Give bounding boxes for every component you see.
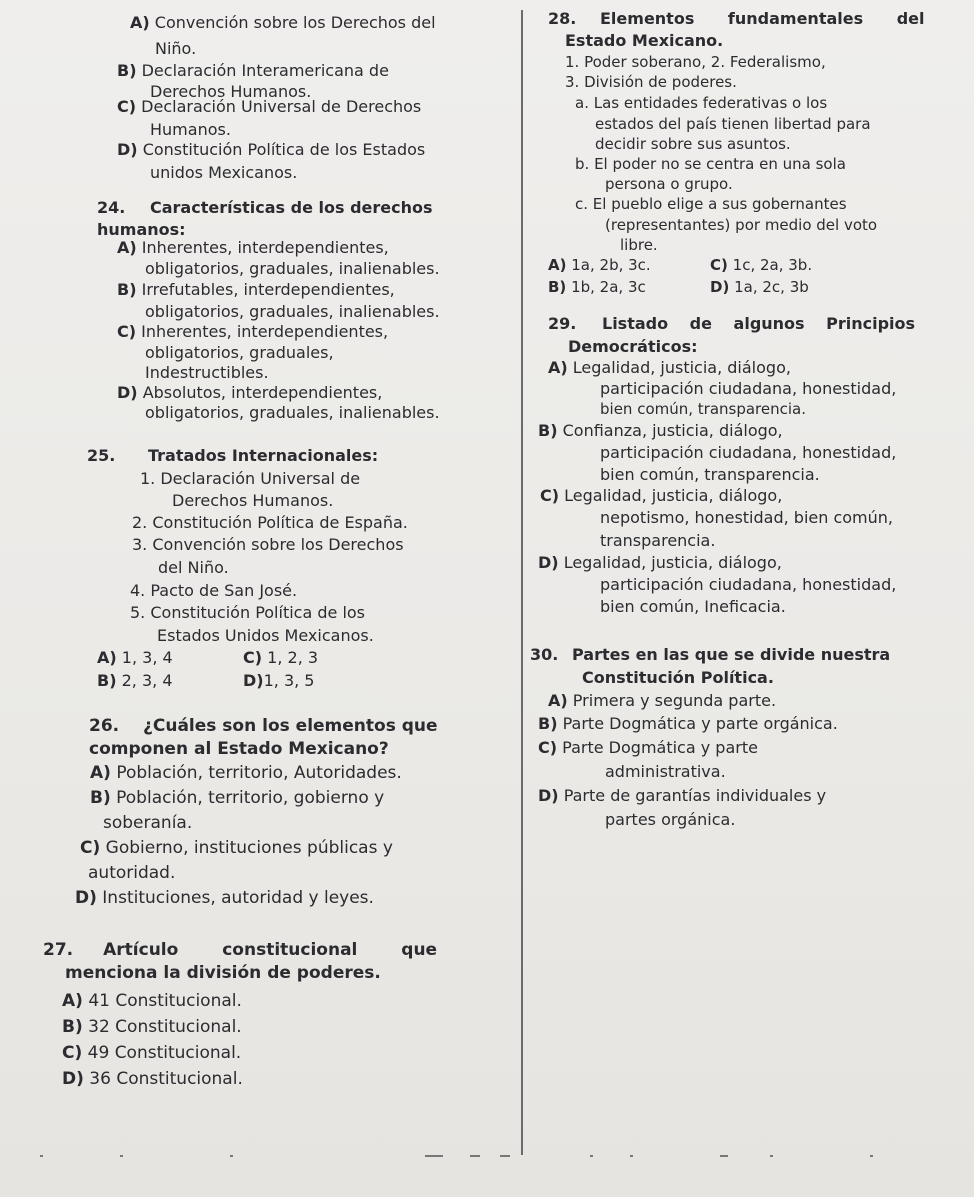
q27-header [43, 942, 490, 959]
q26-option-a: A) Población, territorio, Autoridades. [90, 763, 402, 783]
q30-number: 30. [530, 645, 559, 664]
q30-option-c: C) Parte Dogmática y parte [538, 738, 758, 757]
q30-option-d: D) Parte de garantías individuales y [538, 786, 827, 805]
q28-answer-c: C) 1c, 2a, 3b. [710, 256, 813, 274]
q24-option-c-line2: obligatorios, graduales, [145, 343, 334, 362]
q30-option-c-line2: administrativa. [605, 762, 726, 781]
q26-option-d: D) Instituciones, autoridad y leyes. [75, 888, 374, 908]
q25-item-5-line2: Estados Unidos Mexicanos. [157, 626, 374, 645]
q28-answer-b: B) 1b, 2a, 3c [548, 278, 646, 296]
q29-option-d-line3: bien común, Ineficacia. [600, 597, 786, 616]
q24-option-c: C) Inherentes, interdependientes, [117, 322, 389, 341]
q23-option-b: B) Declaración Interamericana de [117, 61, 389, 80]
q23-option-c-line2: Humanos. [150, 120, 231, 139]
q25-title: Tratados Internacionales: [148, 446, 379, 465]
q30-option-d-line2: partes orgánica. [605, 810, 736, 829]
q27-title-line1: Artículo constitucional que [103, 940, 438, 960]
q24-title-line1: Características de los derechos [150, 198, 433, 217]
q29-option-b-line2: participación ciudadana, honestidad, [600, 443, 897, 462]
q23-option-d: D) Constitución Política de los Estados [117, 140, 426, 159]
q28-title-line2: Estado Mexicano. [565, 31, 724, 50]
right-column [530, 0, 974, 1197]
q27-option-c: C) 49 Constitucional. [62, 1043, 242, 1063]
q23-option-b-line2: Derechos Humanos. [150, 82, 312, 101]
q25-answer-a: A) 1, 3, 4 [97, 648, 173, 667]
q29-option-b-line3: bien común, transparencia. [600, 465, 820, 484]
q29-title-line1: Listado de algunos Principios [602, 314, 916, 333]
q27-option-d: D) 36 Constitucional. [62, 1069, 243, 1089]
q28-def-a-line3: decidir sobre sus asuntos. [595, 135, 791, 153]
q29-option-c-line2: nepotismo, honestidad, bien común, [600, 508, 893, 527]
q25-answer-d: D)1, 3, 5 [243, 671, 315, 690]
q25-item-3-line2: del Niño. [158, 558, 229, 577]
q29-title-line2: Democráticos: [568, 337, 698, 356]
q30-title-line1: Partes en las que se divide nuestra [572, 645, 891, 664]
bottom-page-edge [30, 1155, 954, 1165]
q28-answer-a: A) 1a, 2b, 3c. [548, 256, 651, 274]
q28-list-line1: 1. Poder soberano, 2. Federalismo, [565, 53, 826, 71]
q29-option-d-line2: participación ciudadana, honestidad, [600, 575, 897, 594]
q29-option-a-line3: bien común, transparencia. [600, 400, 807, 418]
q28-list-line2: 3. División de poderes. [565, 73, 737, 91]
q26-option-b-line2: soberanía. [103, 813, 193, 833]
q27-option-a: A) 41 Constitucional. [62, 991, 242, 1011]
q24-number: 24. [97, 198, 126, 217]
q28-def-c-line2: (representantes) por medio del voto [605, 216, 878, 234]
q29-option-a: A) Legalidad, justicia, diálogo, [548, 358, 791, 377]
q24-option-d-line2: obligatorios, graduales, inalienables. [145, 403, 440, 422]
q27-title-line2: menciona la división de poderes. [65, 963, 381, 983]
q30-option-a: A) Primera y segunda parte. [548, 691, 777, 710]
q30-title-line2: Constitución Política. [582, 668, 774, 687]
q25-item-2: 2. Constitución Política de España. [132, 513, 408, 532]
q25-item-3: 3. Convención sobre los Derechos [132, 535, 404, 554]
q28-def-c: c. El pueblo elige a sus gobernantes [575, 195, 847, 213]
q26-option-c-line2: autoridad. [88, 863, 176, 883]
q30-option-b: B) Parte Dogmática y parte orgánica. [538, 714, 838, 733]
q26-option-c: C) Gobierno, instituciones públicas y [80, 838, 393, 858]
q29-option-b: B) Confianza, justicia, diálogo, [538, 421, 783, 440]
q28-def-b: b. El poder no se centra en una sola [575, 155, 846, 173]
q25-item-1-line2: Derechos Humanos. [172, 491, 334, 510]
q28-def-a-line2: estados del país tienen libertad para [595, 115, 871, 133]
q26-option-b: B) Población, territorio, gobierno y [90, 788, 385, 808]
q24-title-line2: humanos: [97, 220, 186, 239]
q28-def-c-line3: libre. [620, 236, 658, 254]
q28-title-line1: Elementos fundamentales del [600, 9, 925, 28]
q24-option-b-line2: obligatorios, graduales, inalienables. [145, 302, 440, 321]
q29-number: 29. [548, 314, 577, 333]
q26-title-line1: ¿Cuáles son los elementos que [143, 716, 438, 736]
q23-option-a: A) Convención sobre los Derechos del [130, 13, 436, 32]
column-divider [521, 10, 523, 1155]
q28-def-b-line2: persona o grupo. [605, 175, 733, 193]
q28-number: 28. [548, 9, 577, 28]
q25-answer-b: B) 2, 3, 4 [97, 671, 173, 690]
q24-option-a-line2: obligatorios, graduales, inalienables. [145, 259, 440, 278]
q24-option-d: D) Absolutos, interdependientes, [117, 383, 383, 402]
q26-title-line2: componen al Estado Mexicano? [89, 739, 389, 759]
q25-item-1: 1. Declaración Universal de [140, 469, 361, 488]
q24-option-a: A) Inherentes, interdependientes, [117, 238, 389, 257]
q24-option-b: B) Irrefutables, interdependientes, [117, 280, 395, 299]
q27-option-b: B) 32 Constitucional. [62, 1017, 242, 1037]
q23-option-d-line2: unidos Mexicanos. [150, 163, 298, 182]
q23-option-c: C) Declaración Universal de Derechos [117, 97, 422, 116]
q29-option-a-line2: participación ciudadana, honestidad, [600, 379, 897, 398]
q24-option-c-line3: Indestructibles. [145, 363, 269, 382]
q23-option-a-line2: Niño. [155, 39, 197, 58]
q27-number: 27. [43, 940, 74, 960]
q25-item-5: 5. Constitución Política de los [130, 603, 366, 622]
q28-def-a: a. Las entidades federativas o los [575, 94, 828, 112]
q25-item-4: 4. Pacto de San José. [130, 581, 298, 600]
q25-number: 25. [87, 446, 116, 465]
q29-option-c-line3: transparencia. [600, 531, 716, 550]
q28-answer-d: D) 1a, 2c, 3b [710, 278, 809, 296]
q29-option-d: D) Legalidad, justicia, diálogo, [538, 553, 782, 572]
q25-answer-c: C) 1, 2, 3 [243, 648, 319, 667]
q29-option-c: C) Legalidad, justicia, diálogo, [540, 486, 783, 505]
q26-number: 26. [89, 716, 120, 736]
